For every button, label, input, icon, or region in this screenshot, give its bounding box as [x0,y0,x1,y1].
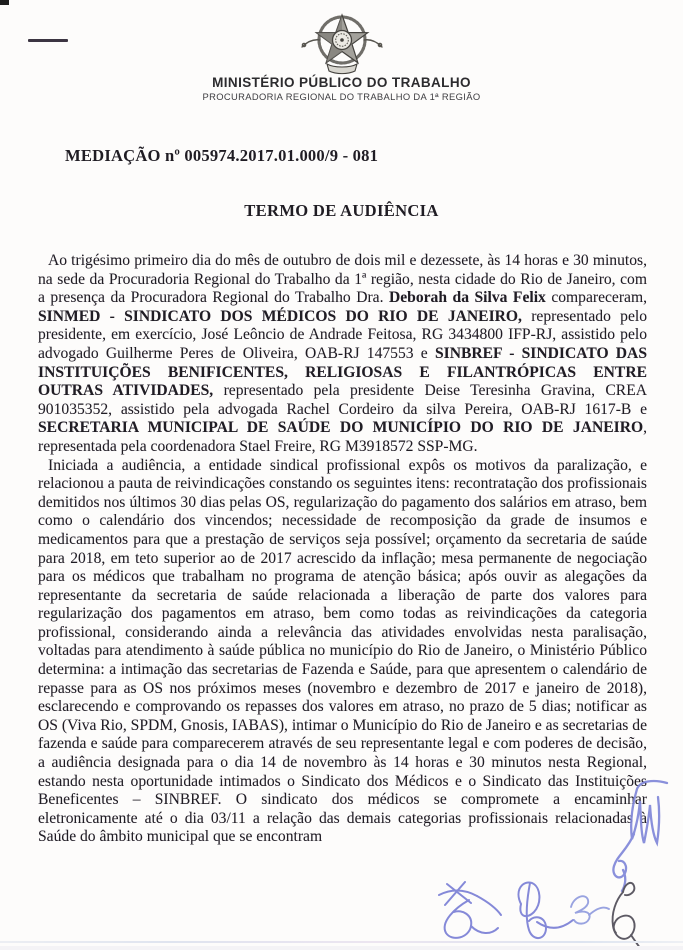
text-segment: representado pelo presidente, em exercício, José Leôncio de Andrade Feitosa, RG 3434800 IFP-RJ, assistido pelo advogado Guilherme Peres de Oliveira, OAB-RJ 147553 e [38,307,648,362]
scan-bottom-line [0,941,683,943]
case-number: MEDIAÇÃO nº 005974.2017.01.000/9 - 081 [65,146,379,165]
bold-text-segment: SECRETARIA MUNICIPAL DE SAÚDE DO MUNICÍPIO DO RIO DE JANEIRO [38,419,644,437]
text-segment: Ao trigésimo primeiro dia do mês de outubro de dois mil e dezessete, às 14 horas e 30 minutos, na sede da Procuradoria Regional do Trabalho da 1ª região, nesta cidade do Rio de Janeiro, com a presença da Procuradora Regional do Trabalho Dra. [38,252,647,307]
bold-text-segment: SINMED - SINDICATO DOS MÉDICOS DO RIO DE JANEIRO, [38,307,522,325]
scan-corner-mark [0,0,9,5]
document-body [38,252,647,847]
org-name: MINISTÉRIO PÚBLICO DO TRABALHO [212,75,471,90]
document-header [0,11,683,102]
org-subtitle: PROCURADORIA REGIONAL DO TRABALHO DA 1ª REGIÃO [202,91,481,102]
text-segment: compareceram, [545,289,647,307]
text-segment: representado pela presidente Deise Teresinha Gravina, CREA 901035352, assistido pela advogada Rachel Cordeiro da silva Pereira, OAB-RJ 1617-B e [38,382,647,418]
text-segment: Iniciada a audiência, a entidade sindical profissional expôs os motivos da paralização, e relacionou a pauta de reivindicações constando os seguintes itens: recontratação dos profissionais demitidos nos últimos 30 dias pelas OS, regularização do pagamento dos salários em atraso, bem como o calendário dos vincendos; necessidade de recomposição da grade de insumos e medicamentos para que a prestação de serviços seja possível; orçamento da secretaria de saúde para 2018, em teto superior ao de 2017 acrescido da inflação; mesa permanente de negociação para os médicos que trabalham no programa de atenção básica; após ouvir as alegações da representante da secretaria de saúde relacionada a liberação de parte dos valores para regularização dos pagamentos em atraso, bem como todas as reivindicações da categoria profissional, considerando ainda a relevância das atividades envolvidas nesta paralisação, voltadas para atendimento à saúde pública no município do Rio de Janeiro, o Ministério Público determina: a intimação das secretarias de Fazenda e Saúde, para que apresentem o calendário de repasse para as OS nos próximos meses (novembro e dezembro de 2017 e janeiro de 2018), esclarecendo e comprovando os repasses dos valores em atraso, no prazo de 5 dias; notificar as OS (Viva Rio, SPDM, Gnosis, IABAS), intimar o Município do Rio de Janeiro e as secretarias de fazenda e saúde para comparecerem através de seu representante legal e com poderes de decisão, a audiência designada para o dia 14 de novembro às 14 horas e 30 minutos nesta Regional, estando nesta oportunidade intimados o Sindicato dos Médicos e o Sindicato das Instituições Beneficentes – SINBREF. O sindicato dos médicos se compromete a encaminhar eletronicamente até o dia 03/11 a relação das demais categorias profissionais relacionadas à Saúde do âmbito municipal que se encontram [38,456,647,846]
signature-cluster-ink [425,878,640,950]
paragraph [38,252,647,457]
brazil-coat-of-arms-icon [296,11,388,75]
bold-text-segment: SINBREF - SINDICATO DAS INSTITUIÇÕES BENIFICENTES, RELIGIOSAS E FILANTRÓPICAS ENTRE OUTRAS ATIVIDADES, [38,344,647,400]
document-title: TERMO DE AUDIÊNCIA [244,201,439,220]
paragraph [38,457,647,847]
scan-bottom-edge [0,946,683,950]
text-segment: , representada pela coordenadora Stael Freire, RG M3918572 SSP-MG. [38,419,647,455]
bold-text-segment: Deborah da Silva Felix [388,289,546,307]
